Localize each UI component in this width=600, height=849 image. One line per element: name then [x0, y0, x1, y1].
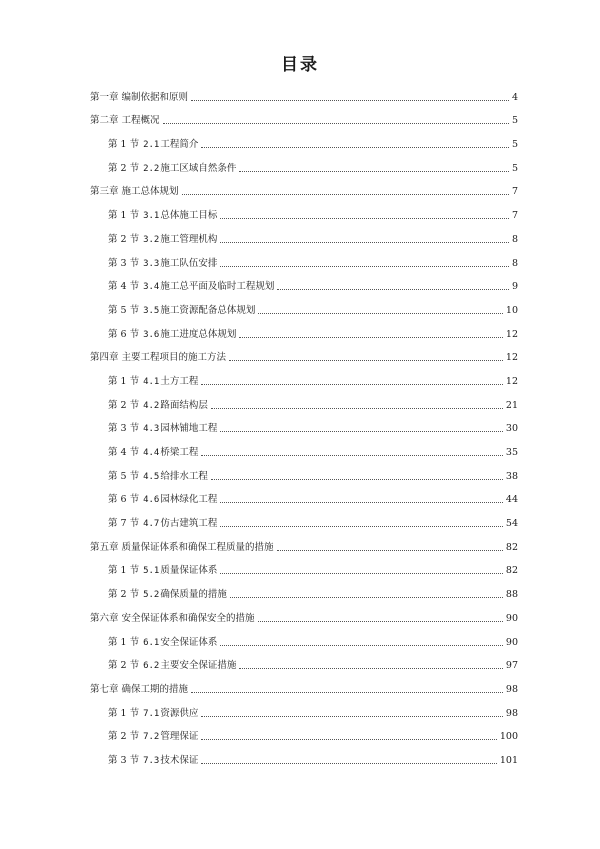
toc-page-number: 82	[505, 565, 518, 577]
toc-entry-number: 5.1	[143, 566, 160, 577]
toc-entry-text: 施工进度总体规划	[160, 328, 237, 340]
toc-entry-label	[108, 305, 255, 317]
toc-entry-text: 管理保证	[160, 731, 199, 743]
toc-section-entry[interactable]	[90, 246, 518, 270]
toc-entry-number: 4.6	[143, 495, 160, 506]
toc-entry-prefix: 第 1 节	[108, 375, 140, 387]
toc-entry-text: 园林绿化工程	[160, 494, 218, 506]
toc-entry-prefix: 第 2 节	[108, 660, 140, 672]
toc-page-number: 21	[505, 399, 518, 411]
table-of-contents	[90, 80, 518, 767]
toc-dot-leader	[258, 620, 503, 622]
toc-entry-label	[90, 115, 160, 127]
toc-entry-label	[108, 281, 274, 293]
toc-entry-text: 施工队伍安排	[160, 257, 218, 269]
toc-section-entry[interactable]	[90, 293, 518, 317]
toc-section-entry[interactable]	[90, 388, 518, 412]
toc-entry-label	[108, 329, 236, 341]
toc-page-number: 90	[505, 612, 518, 624]
toc-entry-number: 7.3	[143, 755, 160, 766]
toc-entry-prefix: 第 2 节	[108, 589, 140, 601]
toc-section-entry[interactable]	[90, 554, 518, 578]
toc-entry-text: 施工资源配备总体规划	[160, 304, 256, 316]
toc-entry-number: 4.2	[143, 400, 160, 411]
toc-entry-label	[108, 163, 236, 175]
toc-entry-text: 资源供应	[160, 707, 199, 719]
toc-entry-number: 6.1	[143, 637, 160, 648]
toc-chapter-entry[interactable]	[90, 175, 518, 199]
toc-dot-leader	[220, 430, 503, 432]
toc-section-entry[interactable]	[90, 649, 518, 673]
toc-page-number: 9	[511, 281, 518, 293]
toc-page-number: 12	[505, 352, 518, 364]
toc-page-number: 8	[511, 257, 518, 269]
toc-entry-number: 3.1	[143, 211, 160, 222]
toc-page-number: 7	[511, 210, 518, 222]
toc-dot-leader	[239, 170, 509, 172]
toc-page-number: 8	[511, 233, 518, 245]
toc-page-number: 12	[505, 328, 518, 340]
toc-entry-prefix: 第 5 节	[108, 470, 140, 482]
toc-entry-prefix: 第 1 节	[108, 210, 140, 222]
toc-entry-number: 3.6	[143, 329, 160, 340]
toc-section-entry[interactable]	[90, 127, 518, 151]
toc-chapter-entry[interactable]	[90, 601, 518, 625]
toc-section-entry[interactable]	[90, 198, 518, 222]
toc-dot-leader	[220, 525, 503, 527]
toc-entry-number: 7.1	[143, 708, 160, 719]
toc-entry-text: 桥梁工程	[160, 447, 199, 458]
toc-entry-label	[108, 708, 198, 720]
toc-entry-number: 2.2	[143, 163, 160, 174]
toc-entry-label	[108, 494, 217, 506]
toc-entry-label	[108, 565, 217, 577]
toc-dot-leader	[220, 501, 503, 503]
toc-entry-label	[108, 400, 208, 412]
toc-page-number: 5	[511, 162, 518, 174]
toc-dot-leader	[239, 667, 503, 669]
toc-entry-label	[108, 637, 217, 649]
toc-entry-text: 质量保证体系和确保工程质量的措施	[121, 541, 274, 553]
toc-entry-prefix: 第 3 节	[108, 423, 140, 435]
toc-entry-label	[90, 542, 274, 554]
toc-entry-number: 4.5	[143, 471, 160, 482]
toc-dot-leader	[239, 336, 503, 338]
toc-section-entry[interactable]	[90, 720, 518, 744]
toc-entry-text: 园林铺地工程	[160, 423, 218, 435]
toc-section-entry[interactable]	[90, 222, 518, 246]
toc-entry-label	[108, 589, 227, 601]
toc-entry-prefix: 第 2 节	[108, 233, 140, 245]
toc-entry-label	[108, 376, 198, 388]
toc-page-number: 97	[505, 660, 518, 672]
toc-entry-prefix: 第五章	[90, 541, 119, 553]
toc-dot-leader	[201, 383, 503, 385]
toc-entry-text: 施工总体规划	[121, 186, 179, 198]
toc-dot-leader	[230, 596, 503, 598]
toc-entry-number: 5.2	[143, 590, 160, 601]
toc-entry-number: 6.2	[143, 661, 160, 672]
toc-page-number: 38	[505, 470, 518, 482]
toc-entry-prefix: 第 2 节	[108, 731, 140, 743]
toc-section-entry[interactable]	[90, 459, 518, 483]
toc-page-number: 90	[505, 636, 518, 648]
toc-entry-number: 2.1	[143, 140, 160, 151]
toc-page-number: 7	[511, 186, 518, 198]
toc-page-number: 98	[505, 707, 518, 719]
toc-entry-text: 施工管理机构	[160, 233, 218, 245]
toc-chapter-entry[interactable]	[90, 530, 518, 554]
toc-entry-label	[90, 613, 255, 625]
toc-page-number: 88	[505, 589, 518, 601]
toc-page-number: 12	[505, 375, 518, 387]
toc-entry-label	[90, 684, 188, 696]
toc-section-entry[interactable]	[90, 743, 518, 767]
toc-dot-leader	[201, 715, 503, 717]
toc-entry-label	[108, 234, 217, 246]
toc-entry-prefix: 第七章	[90, 683, 119, 695]
toc-section-entry[interactable]	[90, 625, 518, 649]
toc-entry-label	[108, 755, 198, 767]
toc-entry-number: 4.3	[143, 424, 160, 435]
toc-dot-leader	[220, 217, 509, 219]
toc-section-entry[interactable]	[90, 412, 518, 436]
toc-entry-label	[108, 660, 236, 672]
toc-dot-leader	[201, 146, 509, 148]
toc-page-number: 5	[511, 115, 518, 127]
toc-entry-prefix: 第 2 节	[108, 399, 140, 411]
toc-dot-leader	[220, 265, 509, 267]
toc-entry-text: 路面结构层	[160, 399, 208, 411]
toc-dot-leader	[201, 762, 496, 764]
toc-section-entry[interactable]	[90, 483, 518, 507]
toc-entry-label	[108, 210, 217, 222]
toc-entry-label	[108, 139, 198, 151]
toc-dot-leader	[182, 193, 509, 195]
toc-entry-text: 确保工期的措施	[121, 683, 189, 695]
toc-section-entry[interactable]	[90, 364, 518, 388]
toc-page-number: 10	[505, 304, 518, 316]
toc-section-entry[interactable]	[90, 506, 518, 530]
toc-entry-label	[90, 352, 226, 364]
toc-entry-number: 4.7	[143, 519, 160, 530]
toc-entry-prefix: 第 6 节	[108, 328, 140, 340]
toc-entry-text: 工程简介	[160, 139, 199, 151]
toc-entry-text: 主要工程项目的施工方法	[121, 352, 227, 364]
toc-entry-prefix: 第三章	[90, 186, 119, 198]
toc-entry-prefix: 第 1 节	[108, 565, 140, 577]
toc-page-number: 5	[511, 139, 518, 151]
toc-dot-leader	[191, 691, 503, 693]
toc-chapter-entry[interactable]	[90, 672, 518, 696]
toc-entry-number: 3.5	[143, 305, 160, 316]
toc-entry-prefix: 第 5 节	[108, 304, 140, 316]
toc-entry-prefix: 第 3 节	[108, 754, 140, 766]
toc-page-number: 30	[505, 423, 518, 435]
toc-dot-leader	[220, 241, 509, 243]
page-title: 目录	[281, 55, 319, 75]
toc-dot-leader	[201, 454, 503, 456]
toc-dot-leader	[277, 288, 509, 290]
toc-chapter-entry[interactable]	[90, 104, 518, 128]
toc-entry-number: 7.2	[143, 732, 160, 743]
toc-entry-text: 质量保证体系	[160, 565, 218, 577]
toc-entry-prefix: 第 7 节	[108, 518, 140, 530]
toc-page-number: 35	[505, 447, 518, 458]
toc-entry-prefix: 第四章	[90, 352, 119, 364]
toc-entry-prefix: 第 4 节	[108, 281, 140, 293]
toc-section-entry[interactable]	[90, 151, 518, 175]
toc-entry-text: 施工区域自然条件	[160, 162, 237, 174]
toc-entry-text: 编制依据和原则	[121, 91, 189, 103]
toc-dot-leader	[277, 549, 503, 551]
toc-entry-prefix: 第 3 节	[108, 257, 140, 269]
toc-entry-label	[108, 423, 217, 435]
toc-entry-prefix: 第六章	[90, 612, 119, 624]
toc-dot-leader	[258, 312, 503, 314]
toc-entry-label	[108, 471, 208, 483]
toc-entry-label	[108, 731, 198, 743]
toc-page-number: 82	[505, 541, 518, 553]
toc-section-entry[interactable]	[90, 317, 518, 341]
toc-entry-prefix: 第二章	[90, 115, 119, 127]
toc-entry-text: 给排水工程	[160, 470, 208, 482]
toc-entry-text: 工程概况	[121, 115, 160, 127]
toc-section-entry[interactable]	[90, 696, 518, 720]
toc-entry-number: 3.4	[143, 282, 160, 293]
toc-entry-text: 确保质量的措施	[160, 589, 227, 601]
toc-entry-text: 总体施工目标	[160, 210, 218, 222]
toc-entry-label	[90, 186, 179, 198]
toc-dot-leader	[211, 478, 503, 480]
toc-entry-label	[108, 258, 217, 270]
toc-entry-prefix: 第 4 节	[108, 447, 140, 458]
toc-entry-prefix: 第 1 节	[108, 139, 140, 151]
toc-chapter-entry[interactable]	[90, 80, 518, 104]
toc-entry-text: 施工总平面及临时工程规划	[160, 281, 275, 293]
toc-chapter-entry[interactable]	[90, 341, 518, 365]
toc-dot-leader	[220, 644, 503, 646]
toc-page-number: 101	[499, 754, 518, 766]
toc-section-entry[interactable]	[90, 435, 518, 459]
toc-section-entry[interactable]	[90, 577, 518, 601]
toc-dot-leader	[229, 359, 503, 361]
toc-entry-label	[108, 518, 217, 530]
toc-entry-prefix: 第 6 节	[108, 494, 140, 506]
toc-dot-leader	[220, 572, 503, 574]
toc-entry-label	[108, 447, 198, 459]
toc-entry-number: 4.4	[143, 448, 160, 458]
toc-page-number: 4	[511, 91, 518, 103]
toc-page-number: 54	[505, 518, 518, 530]
toc-entry-number: 4.1	[143, 376, 160, 387]
toc-dot-leader	[191, 99, 509, 101]
toc-entry-text: 主要安全保证措施	[160, 660, 237, 672]
toc-entry-number: 3.2	[143, 234, 160, 245]
toc-entry-prefix: 第一章	[90, 91, 119, 103]
toc-entry-label	[90, 92, 188, 104]
toc-dot-leader	[211, 407, 503, 409]
toc-entry-prefix: 第 2 节	[108, 162, 140, 174]
toc-page-number: 44	[505, 494, 518, 506]
toc-page-number: 98	[505, 683, 518, 695]
toc-page-number: 100	[499, 731, 518, 743]
toc-entry-text: 仿古建筑工程	[160, 518, 218, 530]
toc-entry-number: 3.3	[143, 258, 160, 269]
toc-section-entry[interactable]	[90, 270, 518, 294]
toc-entry-prefix: 第 1 节	[108, 707, 140, 719]
toc-entry-text: 技术保证	[160, 754, 199, 766]
toc-dot-leader	[163, 122, 509, 124]
toc-entry-text: 土方工程	[160, 375, 199, 387]
toc-dot-leader	[201, 738, 496, 740]
toc-entry-text: 安全保证体系和确保安全的措施	[121, 612, 255, 624]
toc-entry-prefix: 第 1 节	[108, 636, 140, 648]
toc-entry-text: 安全保证体系	[160, 636, 218, 648]
